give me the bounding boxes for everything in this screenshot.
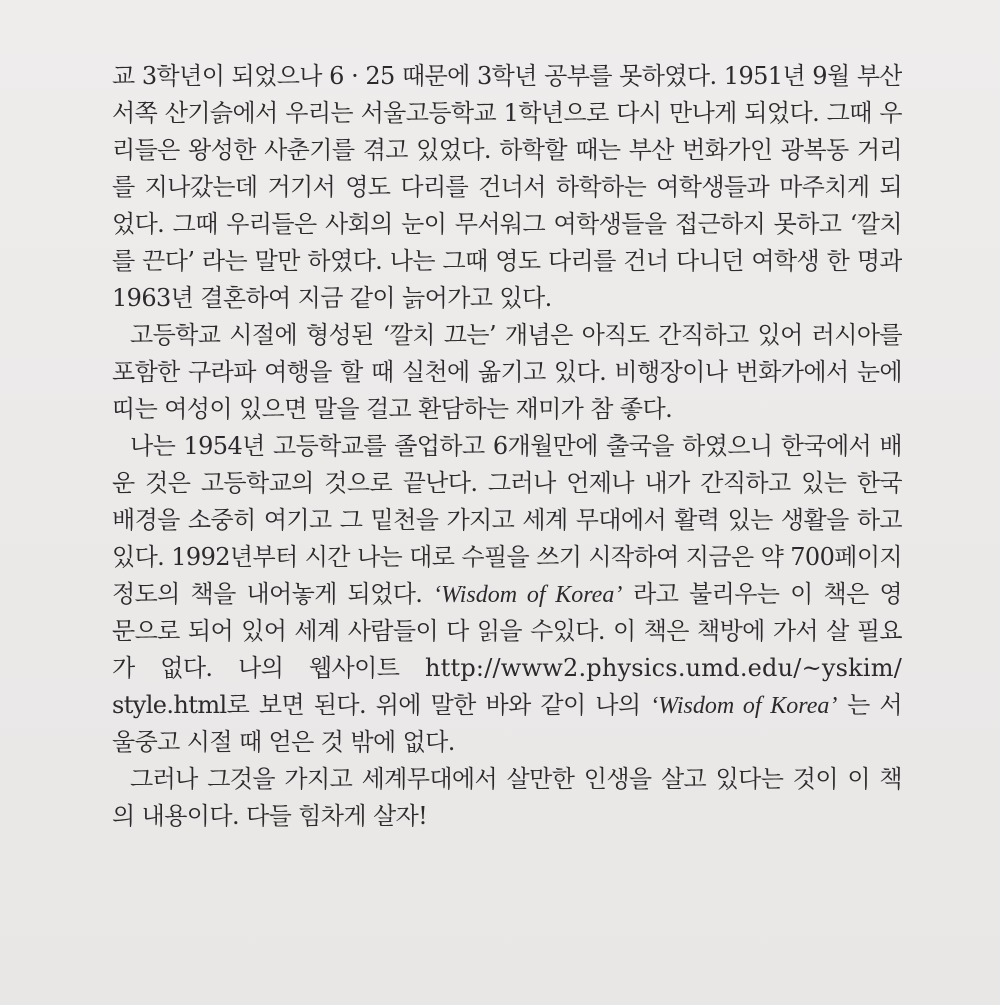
text-line-8 [112,317,902,354]
text-line-18 [112,687,902,724]
text-line-19-content: 울중고 시절 때 얻은 것 밖에 없다. [112,728,455,756]
book-title-italic: ‘Wisdom of Korea’ [433,582,623,608]
text-line-17-content: 가 없다. 나의 웹사이트 [112,654,400,682]
body-text [112,58,902,835]
text-line-13-content: 배경을 소중히 여기고 그 밑천을 가지고 세계 무대에서 활력 있는 생활을 하고 [112,506,902,534]
text-line-1-content: 교 3학년이 되었으나 6 · 25 때문에 3학년 공부를 못하였다. 1951년 9월 부산 [112,62,902,90]
text-line-21-content: 의 내용이다. 다들 힘차게 살자! [112,802,428,830]
text-line-6 [112,243,902,280]
website-url: http://www2.physics.umd.edu/~yskim/ [425,654,902,682]
text-line-10-content: 띠는 여성이 있으면 말을 걸고 환담하는 재미가 참 좋다. [112,395,673,423]
text-line-10 [112,391,902,428]
text-line-12 [112,465,902,502]
text-line-13 [112,502,902,539]
text-line-4 [112,169,902,206]
text-line-11-content: 나는 1954년 고등학교를 졸업하고 6개월만에 출국을 하였으니 한국에서 배 [130,432,902,460]
text-line-18-content: style.html로 보면 된다. 위에 말한 바와 같이 나의 [112,691,641,719]
text-line-20-content: 그러나 그것을 가지고 세계무대에서 살만한 인생을 살고 있다는 것이 이 책 [130,765,902,793]
text-line-2 [112,95,902,132]
text-line-15-tail: 라고 불리우는 이 책은 영 [633,580,902,608]
text-line-5-content: 었다. 그때 우리들은 사회의 눈이 무서워그 여학생들을 접근하지 못하고 ‘깔치 [112,210,902,238]
text-line-15 [112,576,902,613]
text-line-19 [112,724,902,761]
text-line-15-content: 정도의 책을 내어놓게 되었다. [112,580,423,608]
text-line-9-content: 포함한 구라파 여행을 할 때 실천에 옮기고 있다. 비행장이나 번화가에서 눈에 [112,358,902,386]
text-line-3 [112,132,902,169]
text-line-18-tail: 는 서 [847,691,902,719]
text-line-2-content: 서쪽 산기슭에서 우리는 서울고등학교 1학년으로 다시 만나게 되었다. 그때 우 [112,99,902,127]
text-line-3-content: 리들은 왕성한 사춘기를 겪고 있었다. 하학할 때는 부산 번화가인 광복동 거리 [112,136,902,164]
text-line-20 [112,761,902,798]
text-line-1 [112,58,902,95]
text-line-7 [112,280,902,317]
text-line-12-content: 운 것은 고등학교의 것으로 끝난다. 그러나 언제나 내가 간직하고 있는 한국 [112,469,902,497]
text-line-8-content: 고등학교 시절에 형성된 ‘깔치 끄는’ 개념은 아직도 간직하고 있어 러시아를 [130,321,902,349]
text-line-16 [112,613,902,650]
text-line-7-content: 1963년 결혼하여 지금 같이 늙어가고 있다. [112,284,552,312]
text-line-14 [112,539,902,576]
text-line-5 [112,206,902,243]
text-line-4-content: 를 지나갔는데 거기서 영도 다리를 건너서 하학하는 여학생들과 마주치게 되 [112,173,902,201]
text-line-14-content: 있다. 1992년부터 시간 나는 대로 수필을 쓰기 시작하여 지금은 약 700페이지 [112,543,902,571]
book-title-italic-2: ‘Wisdom of Korea’ [650,693,838,719]
text-line-11 [112,428,902,465]
text-line-17 [112,650,902,687]
text-line-21 [112,798,902,835]
text-line-6-content: 를 끈다’ 라는 말만 하였다. 나는 그때 영도 다리를 건너 다니던 여학생 한 명과 [112,247,902,275]
text-line-16-content: 문으로 되어 있어 세계 사람들이 다 읽을 수있다. 이 책은 책방에 가서 살 필요 [112,617,902,645]
text-line-9 [112,354,902,391]
